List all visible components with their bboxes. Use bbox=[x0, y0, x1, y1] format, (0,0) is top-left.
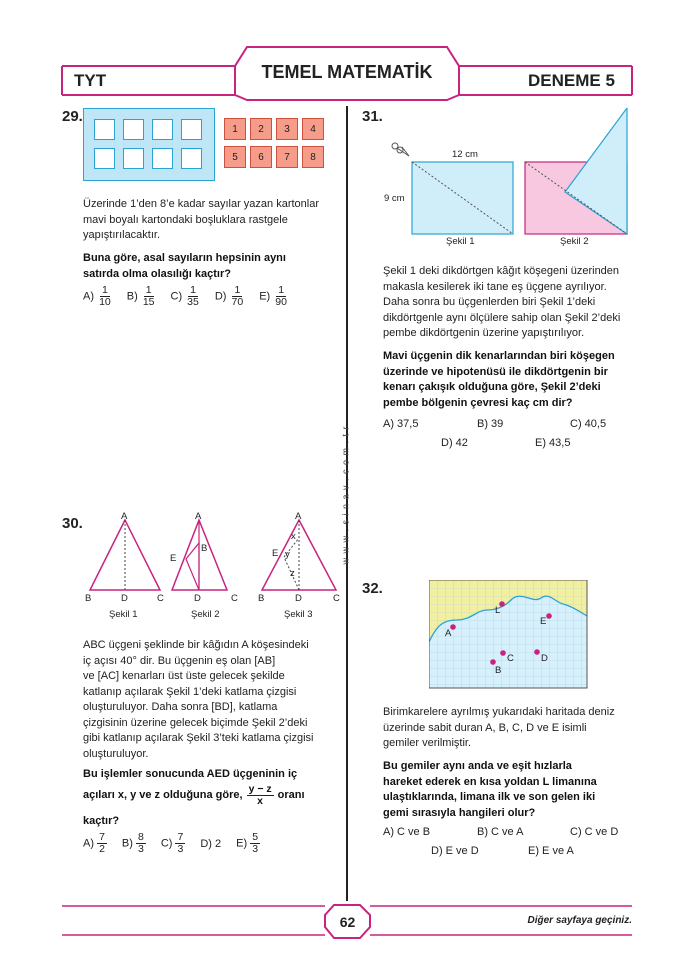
map-label-e: E bbox=[540, 616, 547, 627]
card: 4 bbox=[302, 118, 324, 140]
option-c[interactable]: C) C ve D bbox=[570, 826, 619, 838]
option-b[interactable]: B) C ve A bbox=[477, 826, 524, 838]
option-a[interactable]: A) $\frac{1}{10}$ bbox=[83, 284, 111, 308]
q29-question: Buna göre, asal sayıların hepsinin aynı satırda olma olasılığı kaçtır? bbox=[83, 252, 286, 280]
label-b: B bbox=[85, 593, 92, 604]
label-b: B bbox=[201, 543, 208, 554]
q32-map bbox=[429, 580, 589, 690]
q30-question-line1: Bu işlemler sonucunda AED üçgeninin iç bbox=[83, 768, 298, 780]
caption-sekil1: Şekil 1 bbox=[109, 609, 138, 620]
q30-question-line3: kaçtır? bbox=[83, 815, 120, 827]
label-y: y bbox=[285, 549, 290, 560]
next-page-note: Diğer sayfaya geçiniz. bbox=[527, 915, 632, 926]
label-e: E bbox=[272, 548, 279, 559]
option-b[interactable]: B) $\frac{1}{15}$ bbox=[126, 284, 155, 308]
card: 8 bbox=[302, 146, 324, 168]
option-c[interactable]: C) $\frac{7}{3}$ bbox=[160, 831, 184, 855]
card: 1 bbox=[224, 118, 246, 140]
map-label-c: C bbox=[507, 653, 514, 664]
map-label-a: A bbox=[445, 628, 452, 639]
label-x: x bbox=[291, 531, 296, 542]
option-d[interactable]: D) E ve D bbox=[431, 845, 479, 857]
label-c: C bbox=[333, 593, 340, 604]
option-a[interactable]: A) $\frac{7}{2}$ bbox=[83, 831, 105, 855]
header-left: TYT bbox=[74, 71, 107, 90]
option-a[interactable]: A) 37,5 bbox=[383, 418, 419, 430]
page-number: 62 bbox=[339, 914, 356, 930]
q31-text: Şekil 1 deki dikdörtgen kâğıt köşegeni üzerinden makasla kesilerek iki tane eş üçgene ayrılıyor. Daha sonra bu üçgenlerden biri Şekil 1’deki dikdörtgenle aynı ölçülere sahip olan Şekil 2’deki pembe dikdörtgenin üzerine yapıştırılıyor. bbox=[383, 265, 621, 339]
q30-number: 30. bbox=[62, 515, 83, 532]
label-c: C bbox=[157, 593, 164, 604]
option-d[interactable]: D) 2 bbox=[200, 837, 222, 850]
card: 6 bbox=[250, 146, 272, 168]
q30-figures bbox=[80, 510, 345, 625]
option-c[interactable]: C) 40,5 bbox=[570, 418, 607, 430]
q32-text: Birimkarelere ayrılmış yukarıdaki haritada deniz üzerinde sabit duran A, B, C, D ve E isimli gemiler verilmiştir. bbox=[383, 706, 615, 749]
label-a: A bbox=[121, 511, 128, 522]
caption-sekil1: Şekil 1 bbox=[446, 236, 475, 247]
label-d: D bbox=[121, 593, 128, 604]
label-d: D bbox=[194, 593, 201, 604]
label-z: z bbox=[290, 568, 295, 579]
label-a: A bbox=[295, 511, 302, 522]
label-d: D bbox=[295, 593, 302, 604]
q29-options bbox=[83, 285, 343, 308]
map-label-b: B bbox=[495, 665, 502, 676]
caption-sekil2: Şekil 2 bbox=[560, 236, 589, 247]
q32-number: 32. bbox=[362, 580, 383, 597]
watermark: w w w . s i n a v . c o m . t r bbox=[341, 425, 351, 565]
label-e: E bbox=[170, 553, 177, 564]
label-c: C bbox=[231, 593, 238, 604]
q30-options bbox=[83, 832, 343, 855]
card: 5 bbox=[224, 146, 246, 168]
option-a[interactable]: A) C ve B bbox=[383, 826, 431, 838]
caption-sekil3: Şekil 3 bbox=[284, 609, 313, 620]
q31-question: Mavi üçgenin dik kenarlarından biri köşegen üzerinde ve hipotenüsü ile dikdörtgenin bir kenarı çakışık olduğuna göre, Şekil 2’deki pembe bölgenin çevresi kaç cm dir? bbox=[383, 350, 615, 409]
option-e[interactable]: E) $\frac{1}{90}$ bbox=[259, 284, 287, 308]
dim-width: 12 cm bbox=[452, 149, 478, 160]
label-a: A bbox=[195, 511, 202, 522]
q30-text: ABC üçgeni şeklinde bir kâğıdın A köşesindeki iç açısı 40° dir. Bu üçgenin eş olan [AB] ve [AC] kenarları üst üste gelecek şekilde katlanıp açılarak Şekil 1’deki katlama çizgisi oluşturuluyor. Daha sonra [BD], katlama çizgisinin üzerine gelecek biçimde Şekil 2’deki gibi katlanıp açılarak Şekil 3’teki katlama çizgisi oluşturuluyor. bbox=[83, 639, 314, 760]
option-e[interactable]: E) 43,5 bbox=[535, 437, 571, 449]
option-b[interactable]: B) 39 bbox=[477, 418, 504, 430]
q30-question-line2: açıları x, y ve z olduğuna göre, $\frac{y - z}{x}$ oranı bbox=[83, 783, 305, 807]
option-b[interactable]: B) $\frac{8}{3}$ bbox=[121, 831, 144, 855]
option-d[interactable]: D) 42 bbox=[441, 437, 468, 449]
card: 2 bbox=[250, 118, 272, 140]
map-label-d: D bbox=[541, 653, 548, 664]
label-b: B bbox=[258, 593, 265, 604]
header-right: DENEME 5 bbox=[528, 71, 615, 90]
card: 3 bbox=[276, 118, 298, 140]
option-e[interactable]: E) $\frac{5}{3}$ bbox=[236, 831, 259, 855]
q31-figures bbox=[380, 108, 640, 238]
option-d[interactable]: D) $\frac{1}{70}$ bbox=[214, 284, 244, 308]
q32-question: Bu gemiler aynı anda ve eşit hızlarla hareket ederek en kısa yoldan L limanına ulaştıklarında, limana ilk ve son gelen iki gemi sırasıyla hangileri olur? bbox=[383, 760, 597, 819]
option-e[interactable]: E) E ve A bbox=[528, 845, 574, 857]
option-c[interactable]: C) $\frac{1}{35}$ bbox=[170, 284, 199, 308]
map-label-l: L bbox=[495, 605, 501, 616]
q31-number: 31. bbox=[362, 108, 383, 125]
q29-blue-board bbox=[83, 108, 215, 181]
q29-number: 29. bbox=[62, 108, 83, 125]
q29-cards bbox=[220, 112, 328, 174]
q29-text: Üzerinde 1’den 8’e kadar sayılar yazan kartonlar mavi boyalı kartondaki boşluklara rastgele yapıştırılacaktır. bbox=[83, 198, 320, 241]
caption-sekil2: Şekil 2 bbox=[191, 609, 220, 620]
card: 7 bbox=[276, 146, 298, 168]
header-title: TEMEL MATEMATİK bbox=[261, 62, 433, 82]
header-frame bbox=[0, 0, 694, 110]
dim-height: 9 cm bbox=[384, 193, 405, 204]
